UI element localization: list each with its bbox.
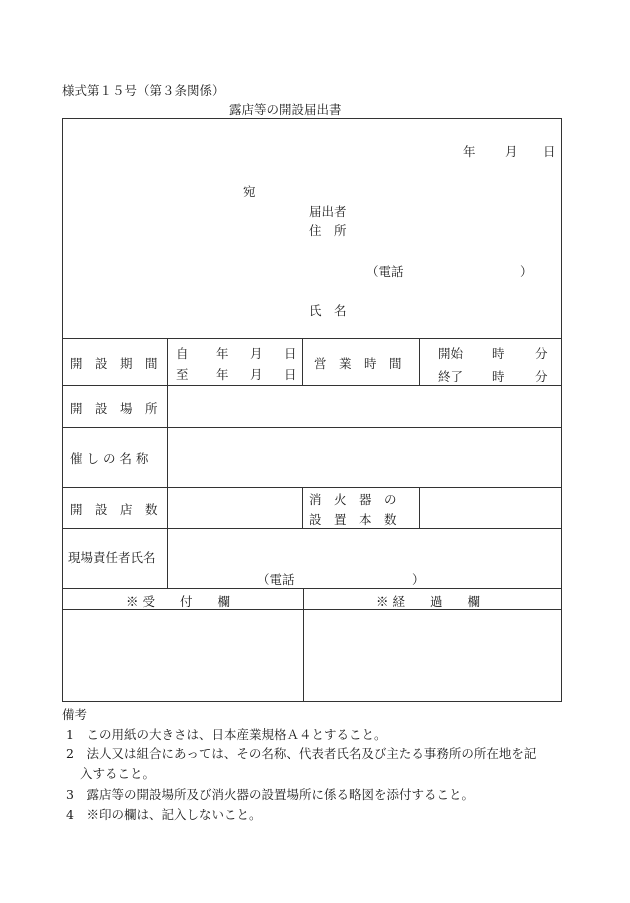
- row-divider: [62, 338, 562, 339]
- start-hour: 時: [492, 346, 505, 361]
- to-label: 至: [176, 367, 189, 382]
- office-col-divider: [303, 588, 304, 702]
- date-year: 年: [463, 144, 476, 159]
- date-day: 日: [543, 144, 556, 159]
- addressee: 宛: [243, 184, 256, 199]
- form-title: 露店等の開設届出書: [229, 102, 342, 117]
- phone-open: （電話: [366, 264, 404, 279]
- extinguisher-label-1: 消 火 器 の: [309, 492, 397, 507]
- phone-close: ）: [520, 264, 533, 279]
- manager-label: 現場責任者氏名: [68, 550, 156, 565]
- start-label: 開始: [438, 346, 464, 361]
- from-label: 自: [176, 346, 189, 361]
- extinguisher-label-2: 設 置 本 数: [309, 512, 397, 527]
- from-year: 年: [216, 346, 229, 361]
- start-minute: 分: [535, 346, 548, 361]
- manager-phone-close: ）: [412, 572, 425, 587]
- end-hour: 時: [492, 369, 505, 384]
- to-month: 月: [250, 367, 263, 382]
- manager-phone-open: （電話: [257, 572, 295, 587]
- to-day: 日: [284, 367, 297, 382]
- note-item: 4 ※印の欄は、記入しないこと。: [66, 807, 262, 822]
- stores-label: 開 設 店 数: [70, 502, 158, 517]
- hours-label: 営 業 時 間: [314, 356, 402, 371]
- note-item: 1 この用紙の大きさは、日本産業規格Ａ４とすること。: [66, 727, 387, 742]
- from-month: 月: [250, 346, 263, 361]
- table-border-bottom: [62, 701, 562, 702]
- form-number: 様式第１５号（第３条関係）: [62, 83, 225, 98]
- note-item: 2 法人又は組合にあっては、その名称、代表者氏名及び主たる事務所の所在地を記: [66, 746, 537, 761]
- name-label: 氏 名: [309, 303, 347, 318]
- col-divider: [419, 487, 420, 529]
- col-divider: [302, 487, 303, 529]
- row-divider: [62, 487, 562, 488]
- event-label: 催 し の 名 称: [70, 451, 149, 466]
- label-column-divider: [167, 338, 168, 589]
- note-item: 入すること。: [80, 766, 156, 781]
- col-divider: [302, 338, 303, 386]
- row-divider: [62, 385, 562, 386]
- address-label: 住 所: [309, 223, 347, 238]
- row-divider: [62, 528, 562, 529]
- notes-heading: 備考: [62, 707, 88, 722]
- progress-header: ※ 経 過 欄: [376, 594, 480, 609]
- row-divider: [62, 427, 562, 428]
- to-year: 年: [216, 367, 229, 382]
- end-label: 終了: [438, 369, 464, 384]
- reception-header: ※ 受 付 欄: [126, 594, 230, 609]
- date-month: 月: [505, 144, 518, 159]
- table-border-top: [62, 118, 562, 119]
- note-item: 3 露店等の開設場所及び消火器の設置場所に係る略図を添付すること。: [66, 787, 474, 802]
- applicant-label: 届出者: [309, 204, 347, 219]
- end-minute: 分: [535, 369, 548, 384]
- location-label: 開 設 場 所: [70, 401, 158, 416]
- from-day: 日: [284, 346, 297, 361]
- row-divider: [62, 588, 562, 589]
- table-border-left: [62, 118, 63, 702]
- col-divider: [419, 338, 420, 386]
- table-border-right: [561, 118, 562, 702]
- period-label: 開 設 期 間: [70, 356, 158, 371]
